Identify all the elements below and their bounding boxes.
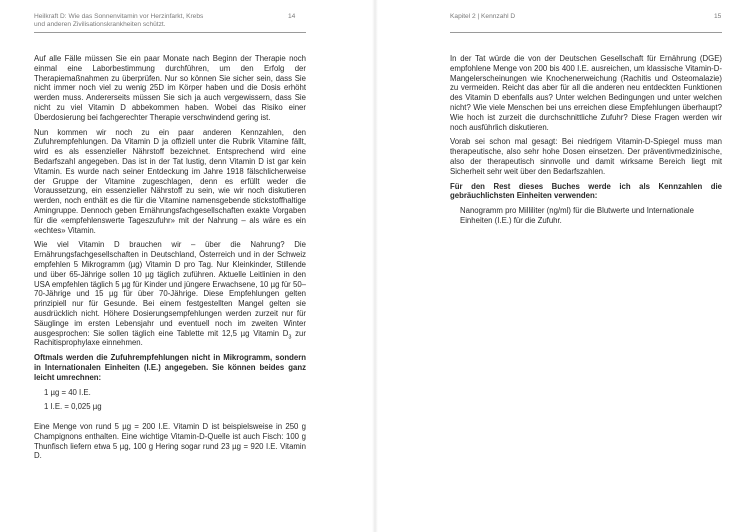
indented-paragraph: Nanogramm pro Milliliter (ng/ml) für die Blutwerte und Internationale Einheiten (I.E.) für die Zufuhr. (460, 206, 695, 225)
running-head-title: Kapitel 2 | Kennzahl D (450, 13, 516, 20)
paragraph: Auf alle Fälle müssen Sie ein paar Monate nach Beginn der Therapie noch einmal eine Laborbestimmung durchführen, um den Erfolg der Therapiemaßnahmen zu überprüfen. Nur so können Sie sicher sein, dass Sie nicht immer noch viel zu wenig 25D im Körper haben und die Dosis erhöht werden muss. Andererseits müssen Sie sich ja auch vergewissern, dass Sie nicht zu viel Vitamin D abbekommen haben. Wobei das Risiko einer Überdosierung bei fachgerechter Therapie verschwindend gering ist. (34, 54, 306, 122)
body-text (450, 54, 722, 231)
formula-line: 1 µg = 40 I.E. (44, 387, 91, 397)
paragraph (34, 240, 306, 348)
subscript: 3 (288, 334, 292, 341)
running-head-title (34, 13, 234, 29)
running-head-line-2: und anderen Zivilisationskrankheiten schützt. (34, 21, 166, 28)
header-rule (450, 32, 722, 33)
right-page (375, 0, 750, 532)
paragraph-text: Wie viel Vitamin D brauchen wir – über die Nahrung? Die Ernährungsfachgesellschaften in Deutschland, Österreich und in der Schweiz empfehlen 5 Mikrogramm (µg) Vitamin D pro Tag. Nur Kleinkinder, Stillende und über 65-Jährige sollen 10 µg täglich zuführen. Aktuelle Leitlinien in den USA empfehlen täglich 5 µg für Kinder und jüngere Erwachsene, 10 µg für 50–70-Jährige und 15 µg für über 70-Jährige. Diese Empfehlungen gelten prinzipiell nur für Gesunde. Bei einem festgestellten Mangel gelten sie ausdrücklich nicht. Höhere Dosierungsempfehlungen werden zurzeit nur für Säuglinge im ersten Lebensjahr und eventuell noch im zweiten Winter ausgesprochen: Sie sollen täglich eine Tablette mit 12,5 µg Vitamin D (34, 240, 306, 338)
paragraph: Eine Menge von rund 5 µg = 200 I.E. Vitamin D ist beispielsweise in 250 g Champignons enthalten. Eine wichtige Vitamin-D-Quelle ist auch Fisch: 100 g Thunfisch liefern etwa 5 µg, 100 g Hering sogar rund 23 µg = 920 I.E. Vitamin D. (34, 422, 306, 461)
paragraph: Vorab sei schon mal gesagt: Bei niedrigem Vitamin-D-Spiegel muss man therapeutische, also sehr hohe Dosen einsetzen. Der präventivmedizinische, also der therapeutisch sinnvolle und damit wirksame Bereich liegt mit Sicherheit sehr weit über den Bedarfszahlen. (450, 137, 722, 176)
paragraph: In der Tat würde die von der Deutschen Gesellschaft für Ernährung (DGE) empfohlene Menge von 200 bis 400 I.E. ausreichen, um klassische Vitamin-D-Mangelerscheinungen wie Knochenerweichung (Rachitis und Osteomalazie) zu vermeiden. Reicht das aber für all die anderen neu entdeckten Funktionen des Vitamin D ebenfalls aus? Unter welchen Bedingungen und unter welchen nicht? Wie viele Menschen bei uns erreichen diese Empfehlungen überhaupt? Wie hoch ist zurzeit die durchschnittliche Zufuhr? Diese Fragen werden wir noch ausführlich diskutieren. (450, 54, 722, 132)
body-text (34, 54, 306, 466)
running-head-line-1: Heilkraft D: Wie das Sonnenvitamin vor Herzinfarkt, Krebs (34, 13, 204, 20)
conversion-formula (34, 388, 306, 413)
bold-paragraph: Für den Rest dieses Buches werde ich als Kennzahlen die gebräuchlichsten Einheiten verwenden: (450, 181, 722, 201)
paragraph: Nun kommen wir noch zu ein paar anderen Kennzahlen, den Zufuhrempfehlungen. Da Vitamin D ja offiziell unter die Rubrik Vitamine fällt, wird es als essenzieller Nährstoff bezeichnet. Entsprechend wird eine Bedarfszahl angegeben. Das ist in der Tat lustig, denn Vitamin D ist gar kein Vitamin. Es wurde nach seiner Entdeckung im Jahre 1918 fälschlicherweise der Gruppe der Vitamine zugeschlagen, denn es erfüllt weder die Voraussetzung, ein essenzieller Nährstoff zu sein, wie wir noch diskutieren werden, noch enthält es die für die Vitamine namensgebende stickstoffhaltige Amingruppe. Dennoch geben Ernährungsfachgesellschaften exakte Vorgaben für die «empfehlenswerte Tageszufuhr» mit der Nahrung – als wäre es ein «echtes» Vitamin. (34, 127, 306, 235)
bold-paragraph: Oftmals werden die Zufuhrempfehlungen nicht in Mikrogramm, sondern in Internationalen Einheiten (I.E.) angegeben. Sie können beides ganz leicht umrechnen: (34, 353, 306, 382)
paragraph-text-end: zur Rachitisprophylaxe einnehmen. (34, 328, 306, 348)
page-number: 15 (714, 13, 722, 20)
page-number: 14 (288, 13, 296, 20)
formula-line: 1 I.E. = 0,025 µg (44, 402, 102, 412)
header-rule (34, 32, 306, 33)
